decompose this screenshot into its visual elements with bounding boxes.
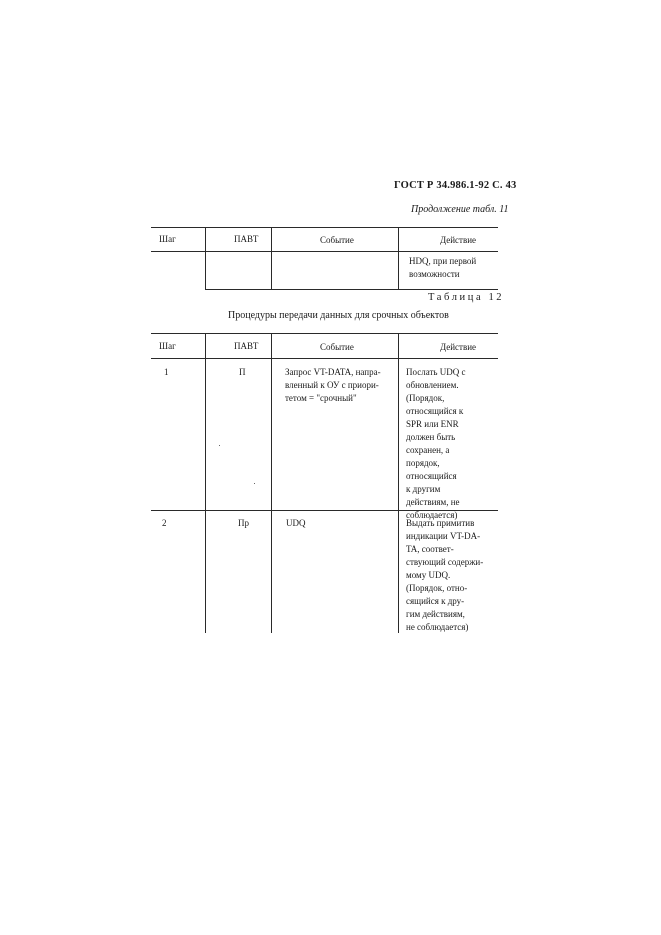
pavt-cell: Пр [238, 518, 249, 528]
page-header: ГОСТ Р 34.986.1-92 С. 43 [394, 180, 517, 191]
table-11-action-cell: HDQ, при первой возможности [409, 256, 477, 279]
column-header-pavt: ПАВТ [234, 234, 259, 244]
continuation-label: Продолжение табл. 11 [411, 204, 509, 215]
table-number-label: Таблица 12 [428, 292, 505, 303]
action-cell: Выдать примитив индикации VT-DA- TA, соответ- ствующий содержи- мому UDQ. (Порядок, отно- сящийся к дру- гим действиям, не соблюдается) [406, 518, 484, 632]
table-title: Процедуры передачи данных для срочных объектов [228, 310, 449, 321]
pavt-cell: П [239, 367, 246, 377]
step-cell: 1 [164, 367, 169, 377]
column-header-action: Действие [440, 342, 477, 352]
column-header-event: Событие [320, 342, 354, 352]
step-cell: 2 [162, 518, 167, 528]
column-header-step: Шаг [159, 234, 176, 244]
column-header-action: Действие [440, 235, 477, 245]
event-cell: Запрос VT-DATA, напра- вленный к ОУ с приори- тетом = "срочный" [285, 367, 381, 403]
column-header-pavt: ПАВТ [234, 341, 259, 351]
event-cell: UDQ [286, 518, 306, 528]
column-header-step: Шаг [159, 341, 176, 351]
action-cell: Послать UDQ с обновлением. (Порядок, относящийся к SPR или ENR должен быть сохранен, а порядок, относящийся к другим действиям, не соблюдается) [406, 367, 466, 520]
column-header-event: Событие [320, 235, 354, 245]
